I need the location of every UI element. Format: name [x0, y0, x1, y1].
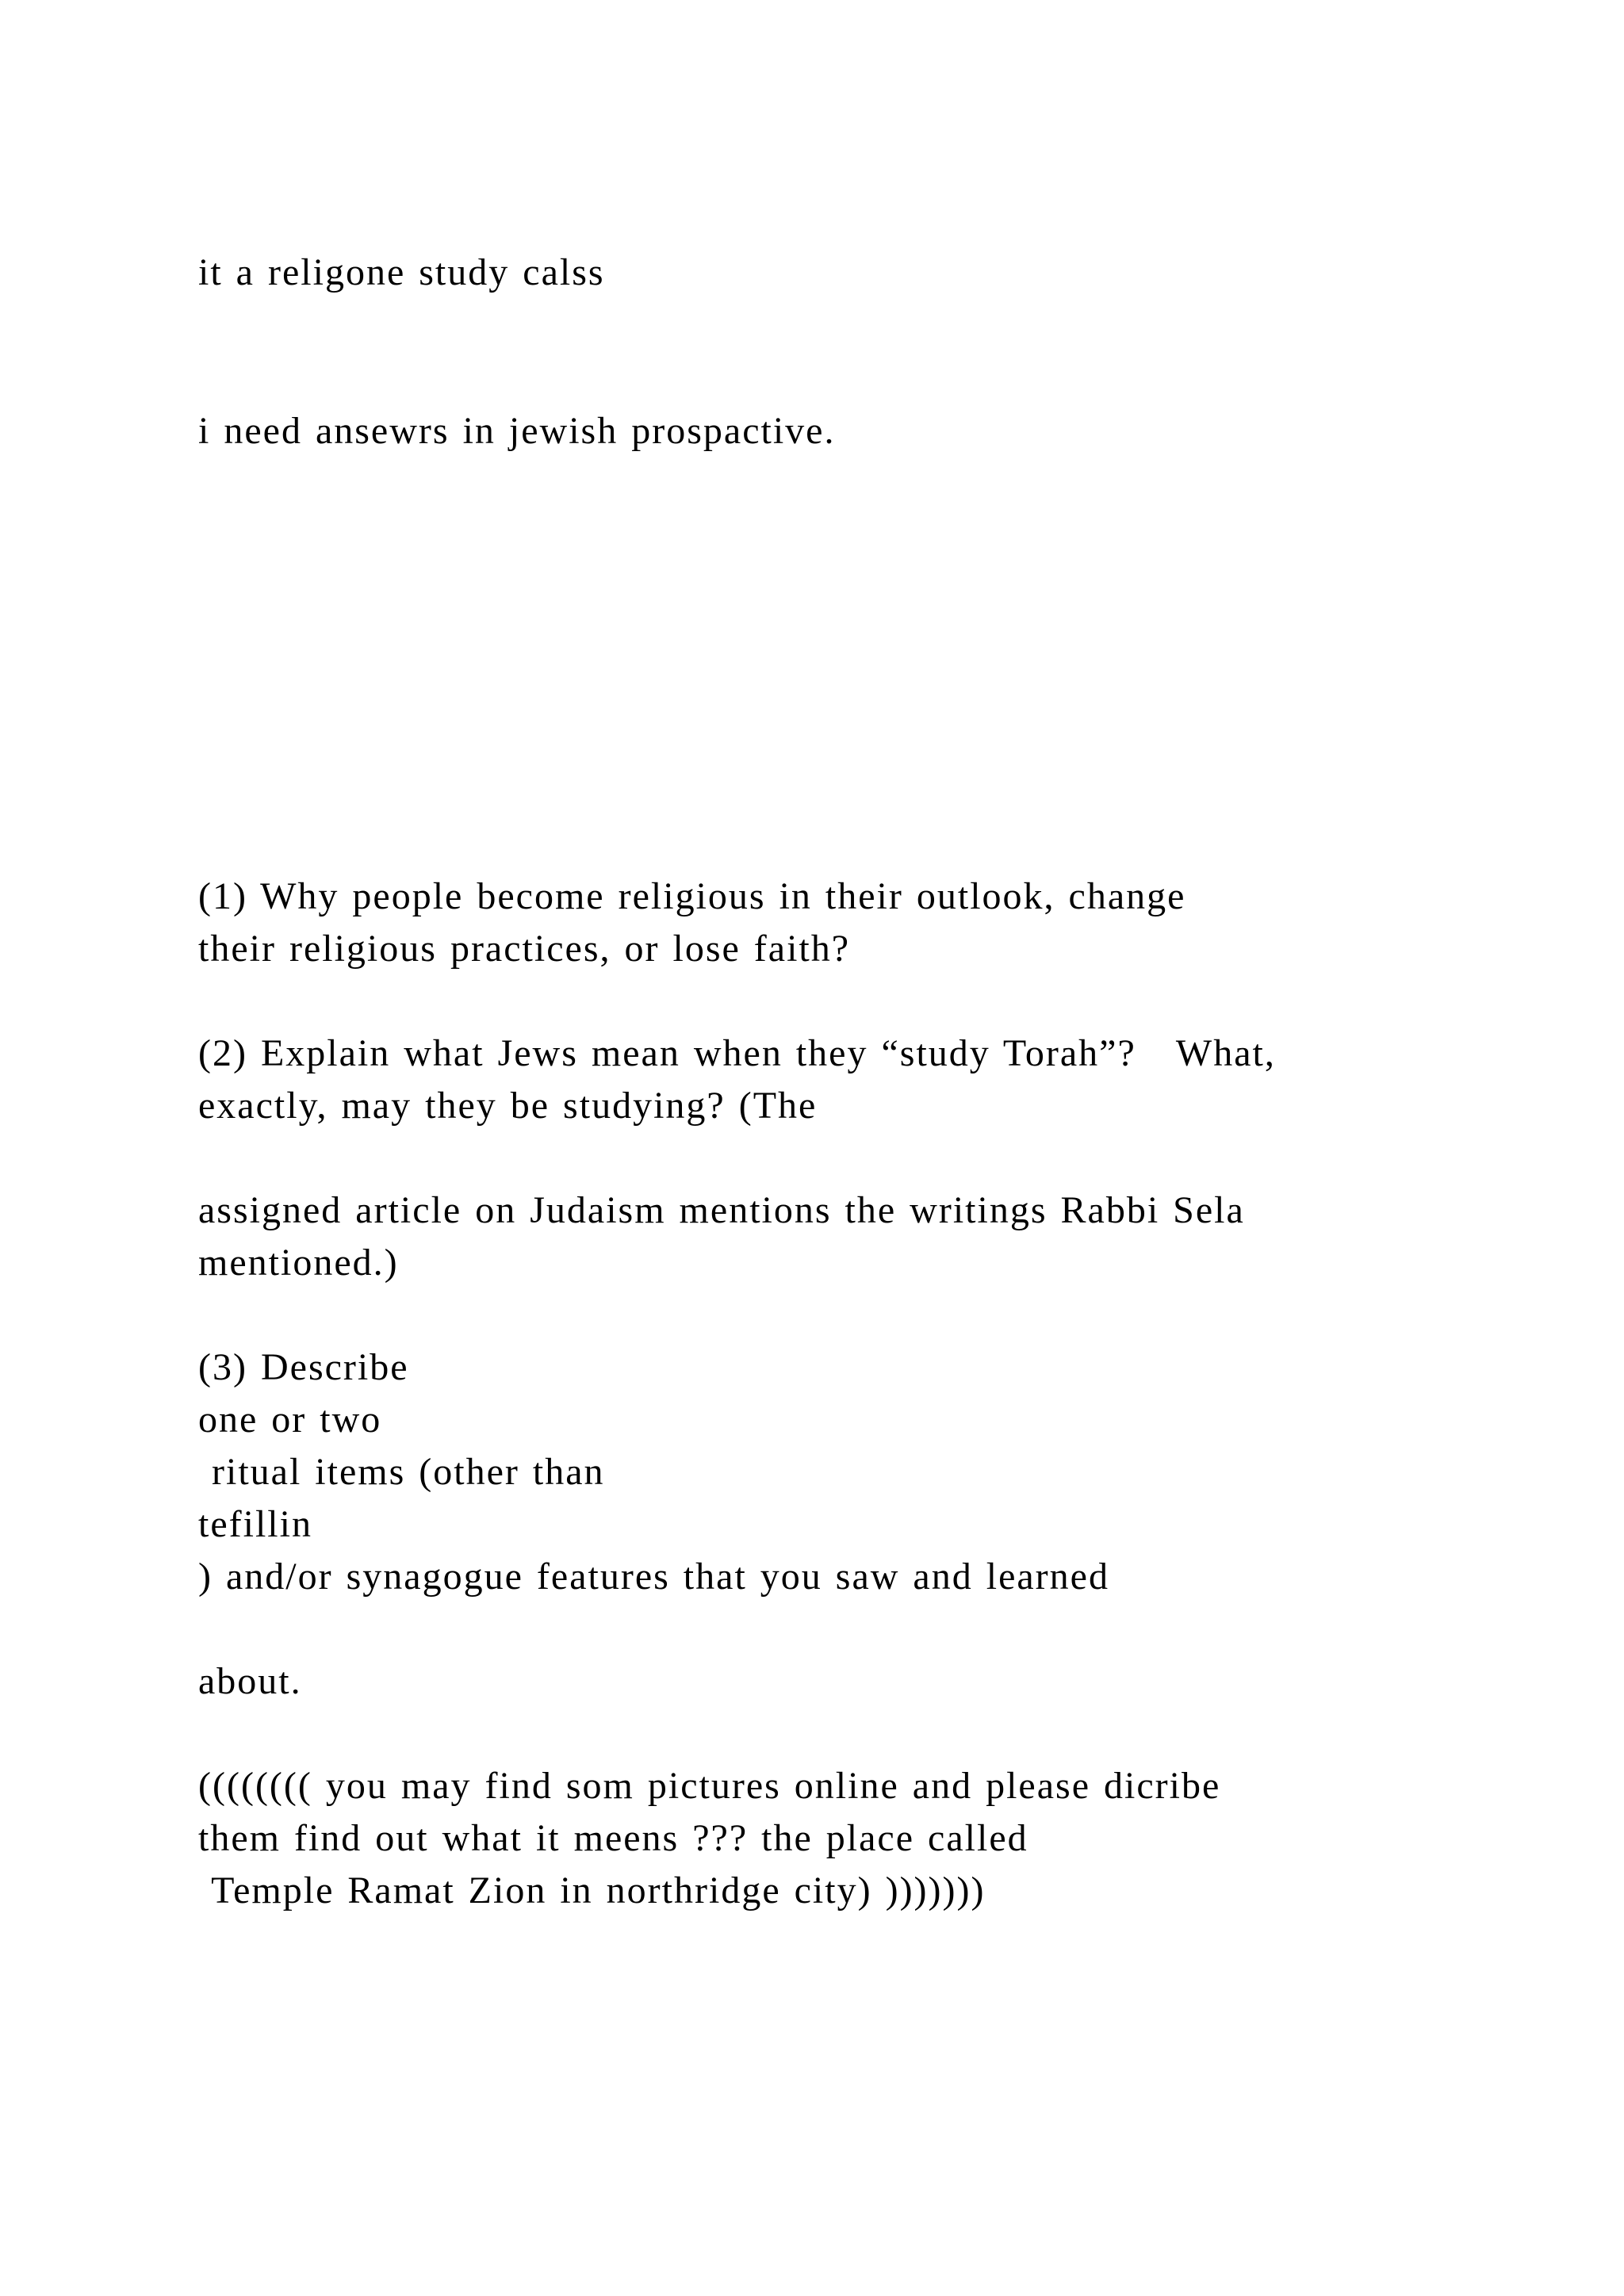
note-line: Temple Ramat Zion in northridge city) ))))))): [198, 1869, 986, 1911]
question-2-line: (2) Explain what Jews mean when they “study Torah”? What,: [198, 1032, 1276, 1074]
question-3-line: tefillin: [198, 1503, 312, 1545]
intro-line: it a religone study calss: [198, 251, 605, 293]
question-2-line: mentioned.): [198, 1242, 399, 1284]
question-2-line: assigned article on Judaism mentions the writings Rabbi Sela: [198, 1189, 1245, 1231]
question-3-line: ritual items (other than: [198, 1451, 605, 1493]
note-line: (((((((( you may find som pictures online and please dicribe: [198, 1765, 1221, 1807]
question-1-line: their religious practices, or lose faith?: [198, 928, 851, 970]
question-1-line: (1) Why people become religious in their outlook, change: [198, 875, 1186, 917]
note-line: them find out what it meens ??? the place called: [198, 1817, 1028, 1859]
question-3-line: ) and/or synagogue features that you saw and learned: [198, 1556, 1109, 1598]
question-2-line: exactly, may they be studying? (The: [198, 1085, 818, 1127]
question-3-line: one or two: [198, 1399, 382, 1441]
question-3-line: about.: [198, 1660, 302, 1702]
intro-line: i need ansewrs in jewish prospactive.: [198, 410, 836, 452]
question-3-line: (3) Describe: [198, 1346, 409, 1388]
